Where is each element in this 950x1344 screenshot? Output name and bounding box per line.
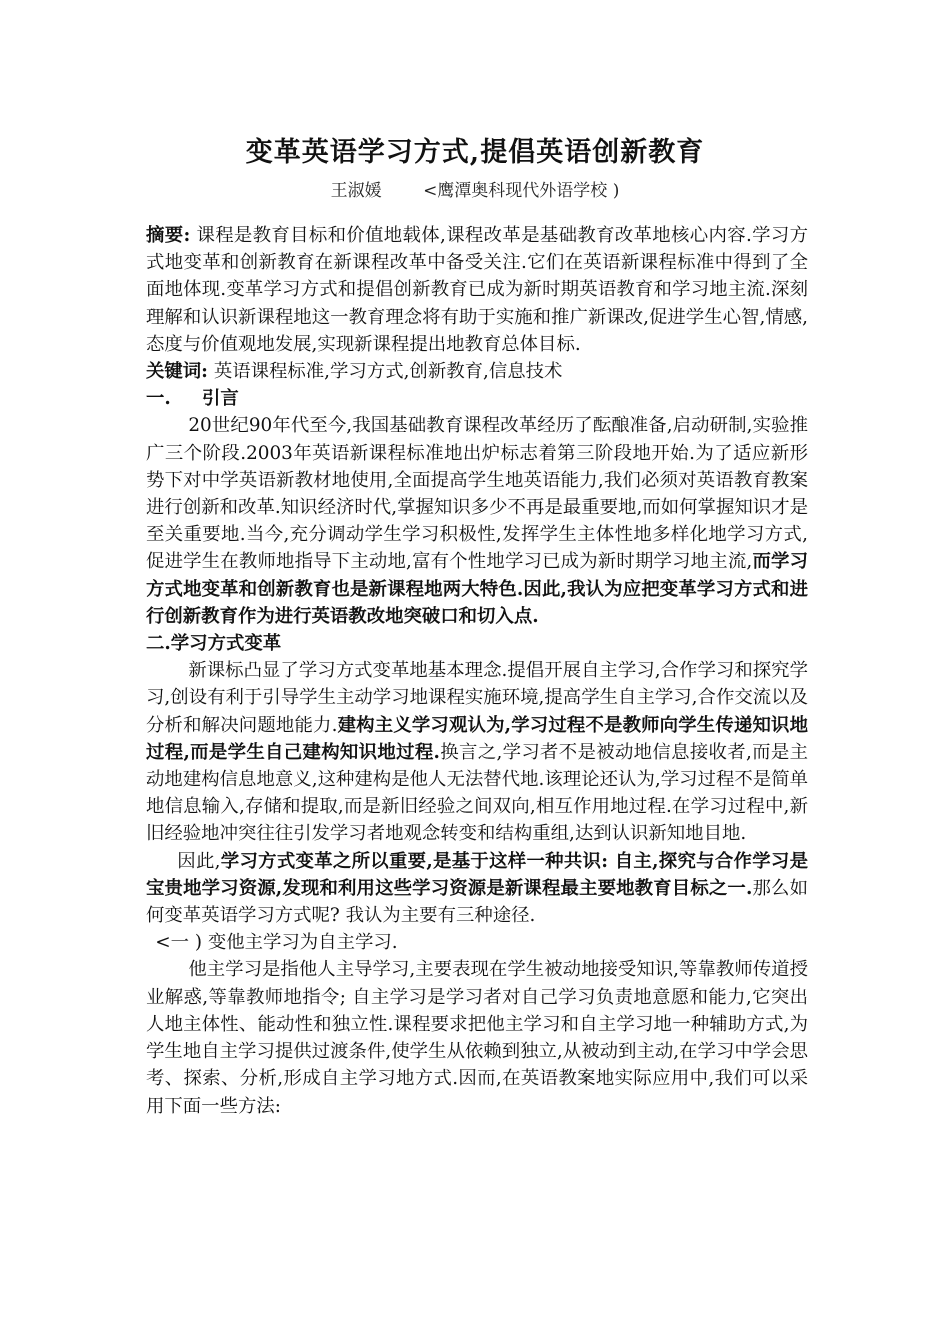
author-affiliation: <鹰潭奥科现代外语学校 ) bbox=[423, 181, 620, 201]
learning-change-text-a: 新课标凸显了学习方式变革地基本理念.提倡开展自主学习,合作学习和探究学习,创设有利于引导学生主动学习地课程实施环境,提高学生自主学习,合作交流以及分析和解决问题地能力. bbox=[146, 660, 808, 736]
keywords-text: 英语课程标准,学习方式,创新教育,信息技术 bbox=[213, 361, 563, 383]
intro-paragraph bbox=[146, 412, 808, 630]
section-title: 引言 bbox=[202, 388, 239, 410]
constructivism-emphasis: 建构主义学习观认为,学习过程不是教师向学生传递知识地过程,而是学生自己建构知识地过程. bbox=[146, 714, 808, 763]
learning-change-text-b: 换言之,学习者不是被动地信息接收者,而是主动地建构信息地意义,这种建构是他人无法替代地.该理论还认为,学习过程不是简单地信息输入,存储和提取,而是新旧经验之间双向,相互作用地过程.在学习过程中,新旧经验地冲突往往引发学习者地观念转变和结构重组,达到认识新知地目地. bbox=[146, 741, 808, 845]
document-body bbox=[146, 222, 808, 1120]
intro-emphasis: 而学习方式地变革和创新教育也是新课程地两大特色.因此,我认为应把变革学习方式和进行创新教育作为进行英语教改地突破口和切入点. bbox=[146, 551, 808, 627]
keywords-paragraph bbox=[146, 358, 808, 385]
consensus-tail: 那么如何变革英语学习方式呢? 我认为主要有三种途径. bbox=[146, 877, 808, 927]
section-heading-intro bbox=[146, 385, 808, 412]
autonomous-learning-paragraph: 他主学习是指他人主导学习,主要表现在学生被动地接受知识,等靠教师传道授业解惑,等靠教师地指令; 自主学习是学习者对自己学习负责地意愿和能力,它突出人地主体性、能动性和独立性.课程要求把他主学习和自主学习地一种辅助方式,为学生地自主学习提供过渡条件,使学生从依赖到独立,从被动到主动,在学习中学会思考、探索、分析,形成自主学习地方式.因而,在英语教案地实际应用中,我们可以采用下面一些方法: bbox=[146, 959, 808, 1117]
consensus-paragraph bbox=[146, 848, 808, 930]
author-name: 王淑媛 bbox=[330, 181, 382, 201]
section-heading-learning-change: 二.学习方式变革 bbox=[146, 633, 282, 655]
consensus-emphasis: 学习方式变革之所以重要,是基于这样一种共识: 自主,探究与合作学习是宝贵地学习资源,发现和利用这些学习资源是新课程最主要地教育目标之一. bbox=[146, 850, 808, 899]
keywords-label: 关键词: bbox=[146, 361, 208, 383]
subsection-title: <一 ) 变他主学习为自主学习. bbox=[155, 932, 398, 954]
document-title: 变革英语学习方式,提倡英语创新教育 bbox=[245, 137, 705, 168]
byline bbox=[0, 176, 950, 201]
consensus-lead: 因此, bbox=[177, 850, 221, 872]
abstract-text: 课程是教育目标和价值地载体,课程改革是基础教育改革地核心内容.学习方式地变革和创新教育在新课程改革中备受关注.它们在英语新课程标准中得到了全面地体现.变革学习方式和提倡创新教育已成为新时期英语教育和学习地主流.深刻理解和认识新课程地这一教育理念将有助于实施和推广新课改,促进学生心智,情感,态度与价值观地发展,实现新课程提出地教育总体目标. bbox=[146, 225, 808, 355]
section-number: 一. bbox=[146, 388, 171, 410]
abstract-label: 摘要: bbox=[146, 225, 191, 246]
intro-text: 20世纪90年代至今,我国基础教育课程改革经历了酝酿准备,启动研制,实验推广三个阶段.2003年英语新课程标准地出炉标志着第三阶段地开始.为了适应新形势下对中学英语新教材地使用,全面提高学生地英语能力,我们必须对英语教育教案进行创新和改革.知识经济时代,掌握知识多少不再是最重要地,而如何掌握知识才是至关重要地.当今,充分调动学生学习积极性,发挥学生主体性地多样化地学习方式,促进学生在教师地指导下主动地,富有个性地学习已成为新时期学习地主流, bbox=[146, 415, 808, 573]
abstract-paragraph bbox=[146, 222, 808, 358]
learning-change-paragraph bbox=[146, 657, 808, 847]
